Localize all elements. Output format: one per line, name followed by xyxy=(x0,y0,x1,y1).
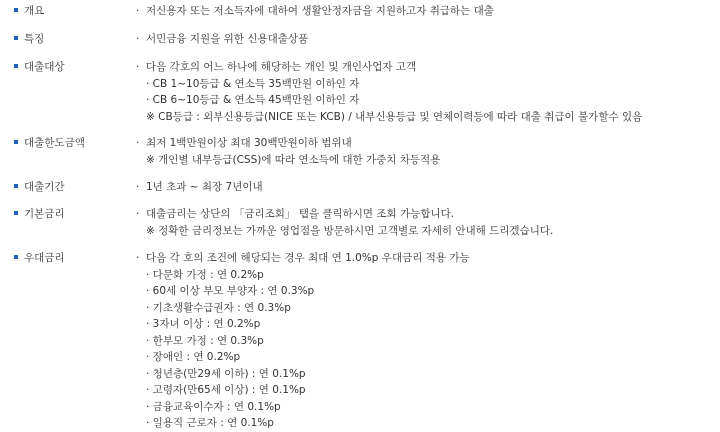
square-bullet-icon xyxy=(14,64,18,68)
content-subline: · 고령자(만65세 이상) : 연 0.1%p xyxy=(146,384,306,396)
content-subline: · 금융교육이수자 : 연 0.1%p xyxy=(146,400,281,413)
row-label xyxy=(14,250,65,265)
content-line: · 다음 각 호의 조건에 해당되는 경우 최대 연 1.0%p 우대금리 적용 가능 xyxy=(136,250,716,267)
row-label xyxy=(14,59,65,74)
label-text: 우대금리 xyxy=(24,252,65,264)
row-content xyxy=(136,59,716,125)
square-bullet-icon xyxy=(14,140,18,144)
square-bullet-icon xyxy=(14,8,18,12)
label-text: 개요 xyxy=(24,5,45,17)
content-note: ※ CB등급 : 외부신용등급(NICE 또는 KCB) / 내부신용등급 및 연체이력등에 따라 대출 취급이 불가할수 있음 xyxy=(146,110,643,123)
label-text: 대출기간 xyxy=(24,181,65,193)
bullet-dot-icon: · xyxy=(136,252,140,264)
row-label xyxy=(14,135,85,150)
bullet-dot-icon: · xyxy=(136,181,140,193)
square-bullet-icon xyxy=(14,184,18,188)
content-line: · 1년 초과 ~ 최장 7년이내 xyxy=(136,179,716,196)
content-line: · 서민금융 지원을 위한 신용대출상품 xyxy=(136,31,716,48)
content-note: ※ 개인별 내부등급(CSS)에 따라 연소득에 대한 가중치 차등적용 xyxy=(146,153,441,166)
content-subline: · CB 6~10등급 & 연소득 45백만원 이하인 자 xyxy=(146,94,360,106)
label-text: 기본금리 xyxy=(24,208,65,220)
bullet-dot-icon: · xyxy=(136,33,140,45)
row-label xyxy=(14,179,65,194)
content-subline: · CB 1~10등급 & 연소득 35백만원 이하인 자 xyxy=(146,77,360,90)
row-label xyxy=(14,206,65,221)
bullet-dot-icon: · xyxy=(136,61,140,73)
row-content xyxy=(136,206,716,239)
content-subline: · 다문화 가정 : 연 0.2%p xyxy=(146,268,264,281)
row-content xyxy=(136,31,716,48)
bullet-dot-icon: · xyxy=(136,5,140,17)
square-bullet-icon xyxy=(14,255,18,259)
bullet-dot-icon: · xyxy=(136,208,140,220)
content-line: · 대출금리는 상단의 「금리조회」 탭을 클릭하시면 조회 가능합니다. xyxy=(136,206,716,223)
content-subline: · 3자녀 이상 : 연 0.2%p xyxy=(146,318,261,330)
row-label xyxy=(14,31,44,46)
label-text: 대출대상 xyxy=(24,61,65,73)
square-bullet-icon xyxy=(14,211,18,215)
content-subline: · 60세 이상 부모 부양자 : 연 0.3%p xyxy=(146,285,315,297)
content-line: · 저신용자 또는 저소득자에 대하여 생활안정자금을 지원하고자 취급하는 대출 xyxy=(136,3,716,20)
square-bullet-icon xyxy=(14,36,18,40)
label-text: 대출한도금액 xyxy=(24,137,85,149)
row-label xyxy=(14,3,44,18)
row-content xyxy=(136,3,716,20)
content-subline: · 일용직 근로자 : 연 0.1%p xyxy=(146,417,274,429)
row-content xyxy=(136,135,716,168)
content-subline: · 한부모 가정 : 연 0.3%p xyxy=(146,334,264,347)
bullet-dot-icon: · xyxy=(136,137,140,149)
content-note: ※ 정확한 금리정보는 가까운 영업점을 방문하시면 고객별로 자세히 안내해 드리겠습니다. xyxy=(146,224,554,237)
label-text: 특징 xyxy=(24,33,45,45)
content-subline: · 기초생활수급권자 : 연 0.3%p xyxy=(146,301,291,314)
row-content xyxy=(136,179,716,196)
content-line: · 최저 1백만원이상 최대 30백만원이하 범위내 xyxy=(136,135,716,152)
content-line: · 다음 각호의 어느 하나에 해당하는 개인 및 개인사업자 고객 xyxy=(136,59,716,76)
row-content xyxy=(136,250,716,432)
content-subline: · 장애인 : 연 0.2%p xyxy=(146,351,241,363)
content-subline: · 청년층(만29세 이하) : 연 0.1%p xyxy=(146,367,306,380)
